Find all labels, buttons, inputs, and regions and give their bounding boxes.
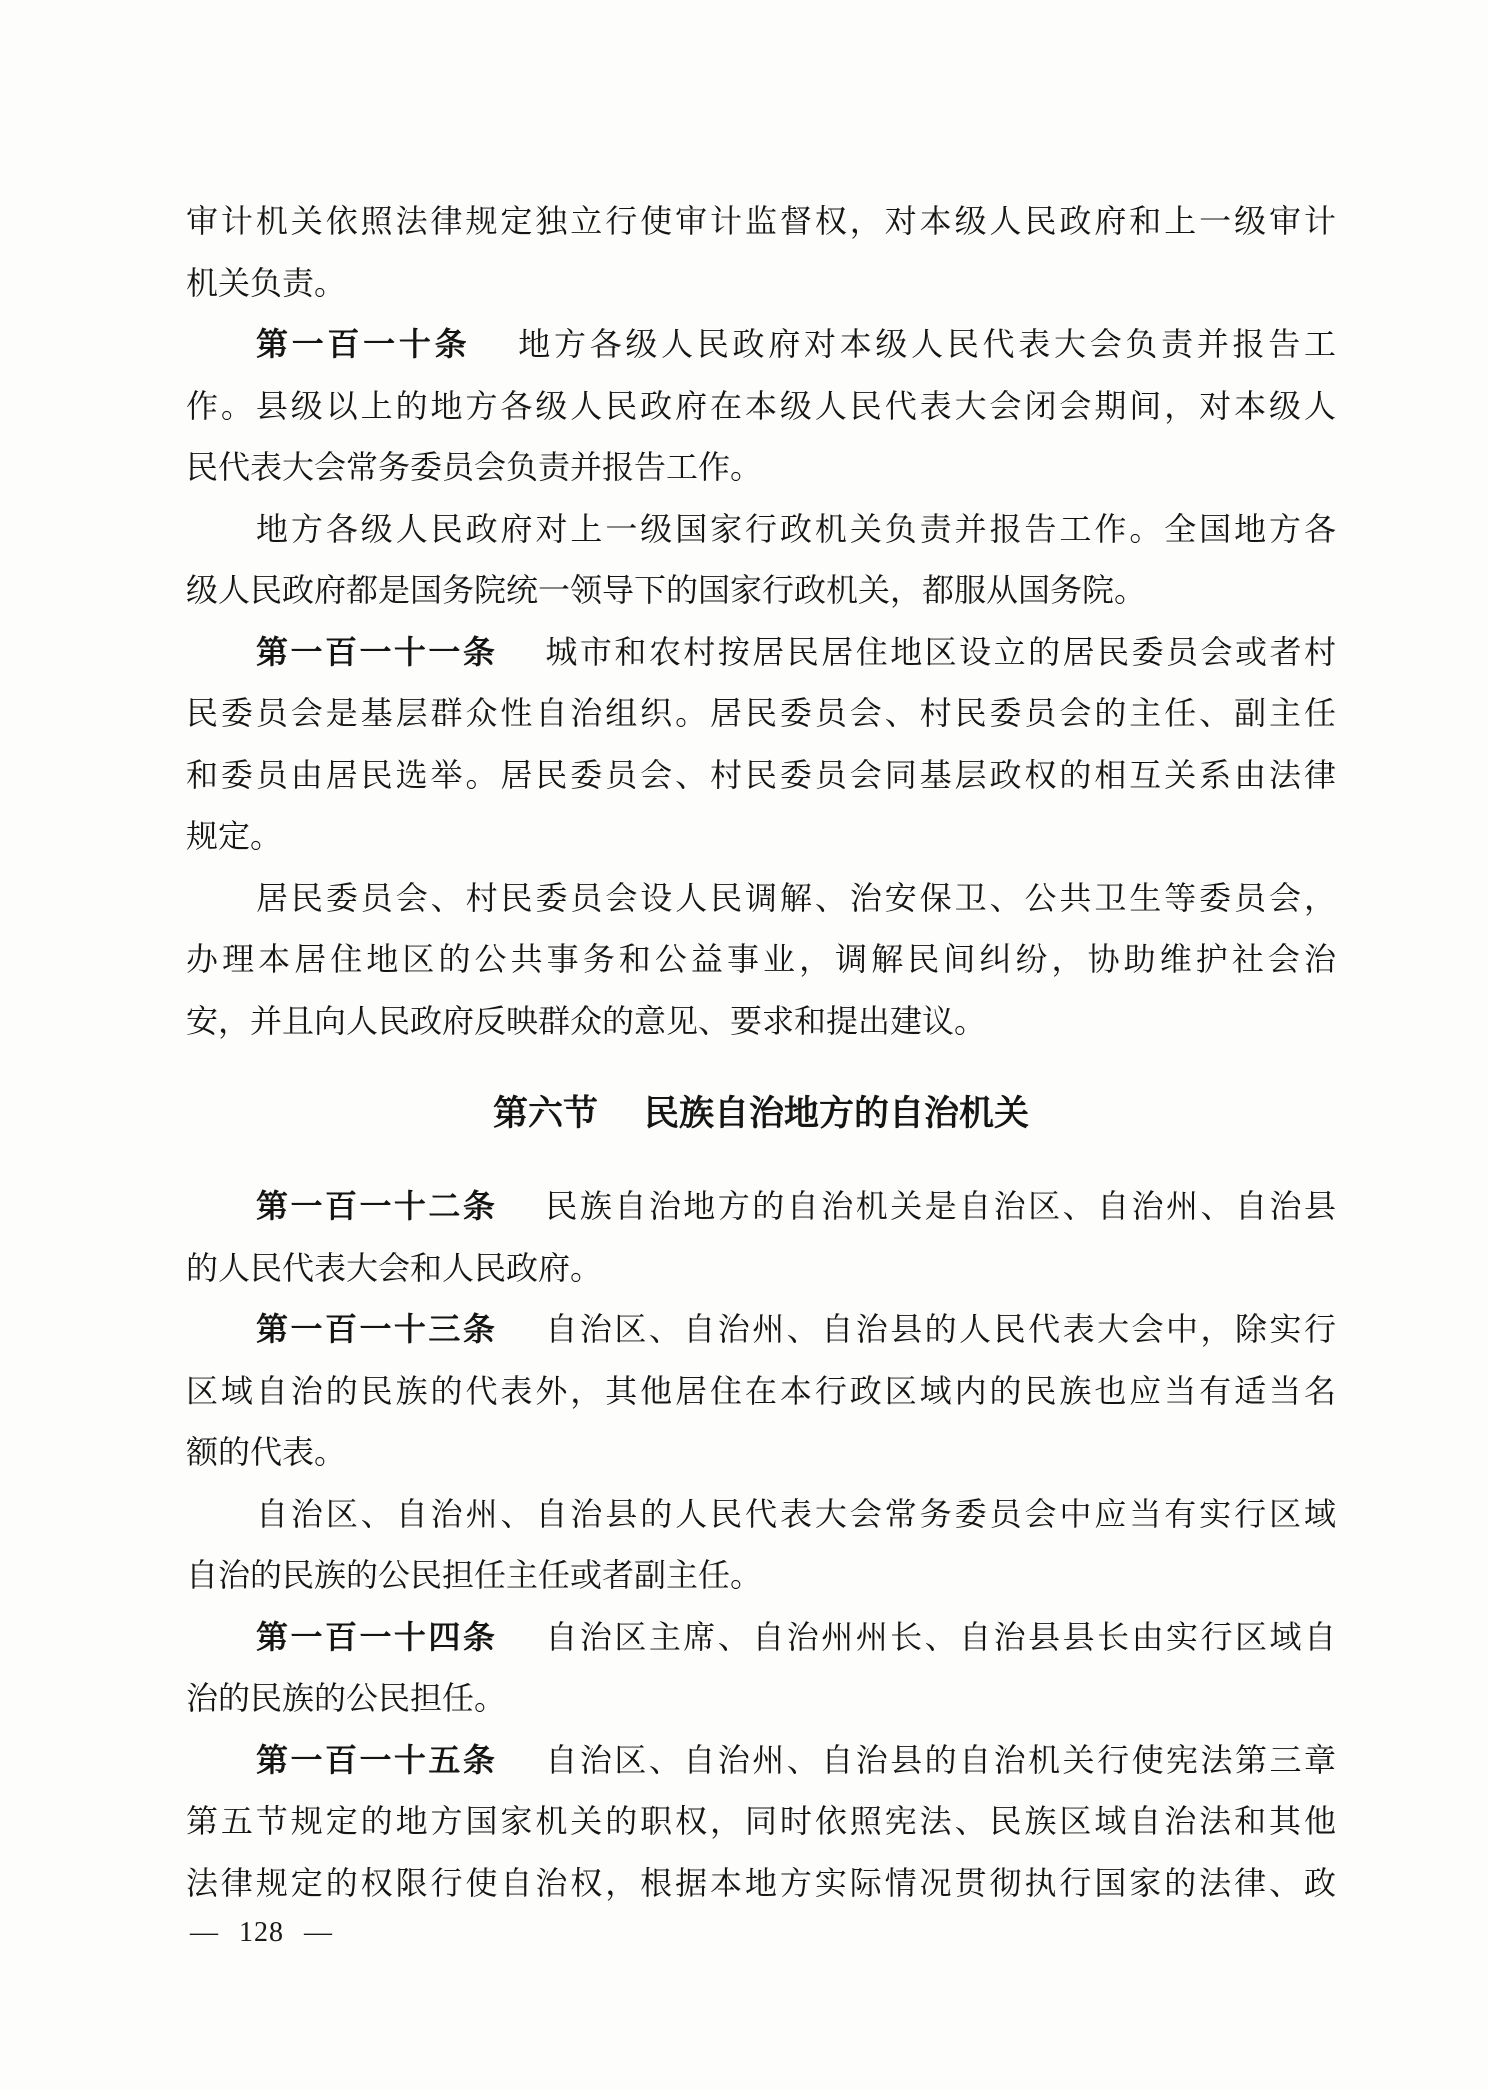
text-line xyxy=(186,1668,1336,1730)
text-segment: 第五节规定的地方国家机关的职权，同时依照宪法、民族区域自治法和其他 xyxy=(186,1803,1336,1839)
text-segment: 治的民族的公民担任。 xyxy=(186,1680,507,1716)
text-line xyxy=(186,1791,1336,1853)
text-segment: 自治区主席、自治州州长、自治县县长由实行区域自 xyxy=(545,1618,1336,1655)
text-segment: 区域自治的民族的代表外，其他居住在本行政区域内的民族也应当有适当名 xyxy=(186,1372,1336,1409)
text-segment: 民族自治地方的自治机关是自治区、自治州、自治县 xyxy=(545,1188,1336,1224)
article-number: 第一百一十条 xyxy=(256,326,471,362)
text-line xyxy=(186,1299,1336,1361)
text-line xyxy=(186,1730,1336,1792)
section-title: 民族自治地方的自治机关 xyxy=(644,1094,1030,1133)
page-number: — 128 — xyxy=(190,1917,333,1948)
text-segment: 额的代表。 xyxy=(186,1434,347,1470)
article-number: 第一百一十一条 xyxy=(256,633,498,670)
text-line xyxy=(186,191,1336,253)
text-line xyxy=(186,1176,1336,1238)
article-number: 第一百一十二条 xyxy=(256,1188,498,1224)
text-line xyxy=(186,622,1336,684)
text-line xyxy=(186,745,1336,807)
text-line xyxy=(186,683,1336,745)
text-line xyxy=(186,437,1336,499)
text-segment: 自治区、自治州、自治县的自治机关行使宪法第三章 xyxy=(545,1741,1336,1778)
article-number: 第一百一十五条 xyxy=(256,1741,498,1778)
text-segment: 和委员由居民选举。居民委员会、村民委员会同基层政权的相互关系由法律 xyxy=(186,756,1336,793)
text-segment: 自治区、自治州、自治县的人民代表大会常务委员会中应当有实行区域 xyxy=(256,1495,1336,1532)
text-line xyxy=(186,1607,1336,1669)
text-segment: 城市和农村按居民居住地区设立的居民委员会或者村 xyxy=(545,633,1336,670)
text-line xyxy=(186,1422,1336,1484)
text-line xyxy=(186,1545,1336,1607)
text-line xyxy=(186,253,1336,315)
text-line xyxy=(186,1238,1336,1300)
text-segment: 地方各级人民政府对本级人民代表大会负责并报告工 xyxy=(518,326,1336,362)
text-line xyxy=(186,1853,1336,1915)
text-segment: 居民委员会、村民委员会设人民调解、治安保卫、公共卫生等委员会， xyxy=(256,879,1336,916)
section-number: 第六节 xyxy=(492,1094,598,1133)
text-segment: 审计机关依照法律规定独立行使审计监督权，对本级人民政府和上一级审计 xyxy=(186,203,1336,239)
text-segment: 作。县级以上的地方各级人民政府在本级人民代表大会闭会期间，对本级人 xyxy=(186,387,1336,424)
text-segment: 民代表大会常务委员会负责并报告工作。 xyxy=(186,449,763,485)
section-heading xyxy=(186,1052,1336,1176)
text-line xyxy=(186,499,1336,561)
text-line xyxy=(186,991,1336,1053)
text-segment: 级人民政府都是国务院统一领导下的国家行政机关，都服从国务院。 xyxy=(186,572,1147,608)
text-segment: 地方各级人民政府对上一级国家行政机关负责并报告工作。全国地方各 xyxy=(256,510,1336,547)
text-segment: 自治的民族的公民担任主任或者副主任。 xyxy=(186,1557,763,1593)
text-line xyxy=(186,1361,1336,1423)
text-line xyxy=(186,806,1336,868)
text-line xyxy=(186,314,1336,376)
text-segment: 民委员会是基层群众性自治组织。居民委员会、村民委员会的主任、副主任 xyxy=(186,695,1336,731)
article-number: 第一百一十四条 xyxy=(256,1618,498,1655)
text-line xyxy=(186,376,1336,438)
text-segment: 法律规定的权限行使自治权，根据本地方实际情况贯彻执行国家的法律、政 xyxy=(186,1864,1336,1901)
text-line xyxy=(186,868,1336,930)
text-segment: 安，并且向人民政府反映群众的意见、要求和提出建议。 xyxy=(186,1002,987,1039)
text-segment: 机关负责。 xyxy=(186,264,347,301)
text-line xyxy=(186,560,1336,622)
text-segment: 规定。 xyxy=(186,818,283,854)
text-segment: 的人民代表大会和人民政府。 xyxy=(186,1249,603,1286)
text-segment: 办理本居住地区的公共事务和公益事业，调解民间纠纷，协助维护社会治 xyxy=(186,941,1336,977)
text-segment: 自治区、自治州、自治县的人民代表大会中，除实行 xyxy=(545,1311,1336,1347)
text-line xyxy=(186,1484,1336,1546)
article-number: 第一百一十三条 xyxy=(256,1311,498,1347)
text-block xyxy=(186,191,1336,1914)
text-line xyxy=(186,929,1336,991)
